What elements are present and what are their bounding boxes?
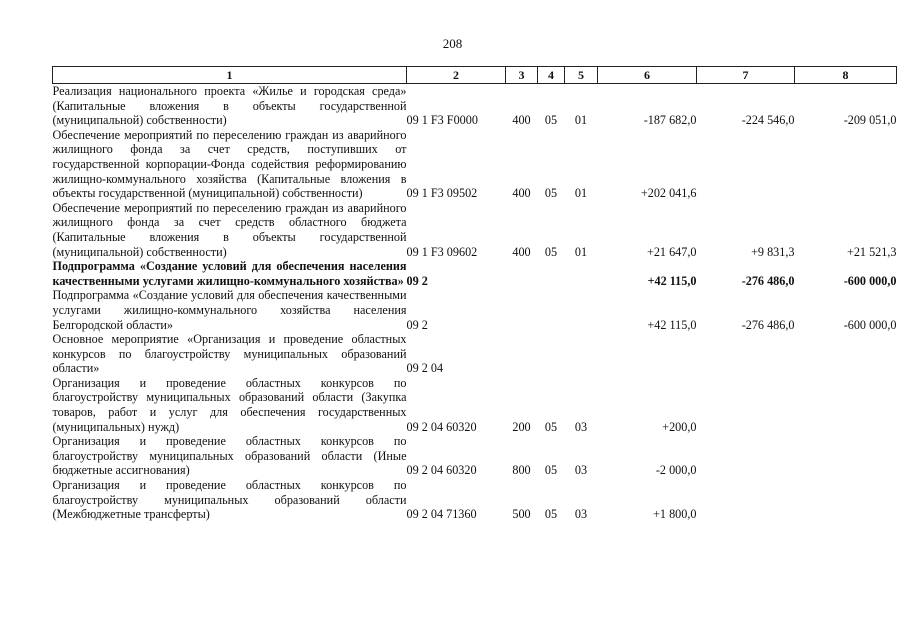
target-article-code: 09 2 bbox=[406, 273, 428, 288]
amount-year-1: +21 647,0 bbox=[646, 244, 697, 259]
header-cell: 3 bbox=[506, 67, 538, 84]
table-row bbox=[53, 332, 897, 376]
item-description: Обеспечение мероприятий по переселению граждан из аварийного жилищного фонда за счет средств областного бюджета (Капитальные вложения в объекты государственной (муниципальной) собственности) bbox=[52, 200, 407, 259]
table-row bbox=[53, 201, 897, 259]
amount-year-3 bbox=[795, 332, 897, 376]
table-row bbox=[53, 376, 897, 434]
amount-year-2: -276 486,0 bbox=[741, 273, 795, 288]
header-row bbox=[53, 67, 897, 84]
amount-year-2 bbox=[697, 332, 795, 376]
amount-year-1: +200,0 bbox=[662, 419, 697, 434]
amount-year-3 bbox=[795, 376, 897, 434]
amount-year-3: +21 521,3 bbox=[846, 244, 897, 259]
expense-type-code: 400 bbox=[512, 186, 531, 201]
subsection-code: 03 bbox=[574, 507, 588, 522]
target-article-code: 09 2 bbox=[406, 317, 428, 332]
amount-year-3 bbox=[795, 128, 897, 201]
item-description: Основное мероприятие «Организация и проведение областных конкурсов по благоустройству муниципальных образований области» bbox=[52, 332, 407, 376]
table-row bbox=[53, 259, 897, 288]
subsection-code: 01 bbox=[574, 244, 588, 259]
target-article-code: 09 1 F3 F0000 bbox=[406, 113, 478, 128]
subsection-code bbox=[565, 332, 598, 376]
amount-year-3: -600 000,0 bbox=[843, 273, 897, 288]
item-description: Организация и проведение областных конкурсов по благоустройству муниципальных образований области (Иные бюджетные ассигнования) bbox=[52, 434, 407, 478]
amount-year-1: +1 800,0 bbox=[653, 507, 697, 522]
amount-year-2 bbox=[697, 478, 795, 522]
section-code: 05 bbox=[544, 507, 558, 522]
expense-type-code: 200 bbox=[512, 419, 531, 434]
section-code: 05 bbox=[544, 244, 558, 259]
section-code: 05 bbox=[544, 463, 558, 478]
item-description: Реализация национального проекта «Жилье и городская среда» (Капитальные вложения в объекты государственной (муниципальной) собственности) bbox=[52, 84, 407, 128]
subsection-code bbox=[565, 259, 598, 288]
section-code: 05 bbox=[544, 419, 558, 434]
amount-year-2: -276 486,0 bbox=[741, 317, 795, 332]
target-article-code: 09 2 04 60320 bbox=[406, 463, 477, 478]
amount-year-2 bbox=[697, 434, 795, 478]
table-row bbox=[53, 84, 897, 128]
section-code: 05 bbox=[544, 186, 558, 201]
item-description: Организация и проведение областных конкурсов по благоустройству муниципальных образований области (Межбюджетные трансферты) bbox=[52, 478, 407, 522]
section-code bbox=[538, 259, 565, 288]
header-cell: 8 bbox=[795, 67, 897, 84]
subsection-code: 03 bbox=[574, 419, 588, 434]
target-article-code: 09 1 F3 09602 bbox=[406, 244, 478, 259]
header-cell: 6 bbox=[598, 67, 697, 84]
header-cell: 4 bbox=[538, 67, 565, 84]
header-cell: 2 bbox=[407, 67, 506, 84]
amount-year-1 bbox=[598, 332, 697, 376]
section-code bbox=[538, 288, 565, 332]
section-code bbox=[538, 332, 565, 376]
item-description: Обеспечение мероприятий по переселению граждан из аварийного жилищного фонда за счет средств, поступивших от государственной корпорации-Фонда содействия реформированию жилищно-коммунального хозяйства (Капитальные вложения в объекты государственной (муниципальной) собственности) bbox=[52, 127, 407, 201]
header-cell: 1 bbox=[53, 67, 407, 84]
target-article-code: 09 2 04 60320 bbox=[406, 419, 477, 434]
amount-year-2: +9 831,3 bbox=[751, 244, 795, 259]
item-description: Организация и проведение областных конкурсов по благоустройству муниципальных образований области (Закупка товаров, работ и услуг для обеспечения государственных (муниципальных) нужд) bbox=[52, 375, 407, 434]
amount-year-1: +42 115,0 bbox=[647, 317, 697, 332]
amount-year-3 bbox=[795, 434, 897, 478]
expense-type-code: 800 bbox=[512, 463, 531, 478]
table-row bbox=[53, 128, 897, 201]
expense-type-code bbox=[506, 288, 538, 332]
amount-year-3 bbox=[795, 478, 897, 522]
amount-year-2 bbox=[697, 376, 795, 434]
amount-year-3: -209 051,0 bbox=[843, 113, 897, 128]
target-article-code: 09 2 04 71360 bbox=[406, 507, 477, 522]
item-description: Подпрограмма «Создание условий для обеспечения качественными услугами жилищно-коммунального хозяйства населения Белгородской области» bbox=[52, 288, 407, 332]
expense-type-code: 400 bbox=[512, 113, 531, 128]
subsection-code bbox=[565, 288, 598, 332]
target-article-code: 09 2 04 bbox=[406, 361, 444, 376]
amount-year-3: -600 000,0 bbox=[843, 317, 897, 332]
expense-type-code: 500 bbox=[512, 507, 531, 522]
target-article-code: 09 1 F3 09502 bbox=[406, 186, 478, 201]
expense-type-code: 400 bbox=[512, 244, 531, 259]
table-body bbox=[53, 84, 897, 522]
amount-year-2: -224 546,0 bbox=[741, 113, 795, 128]
amount-year-1: +42 115,0 bbox=[647, 273, 697, 288]
table-row bbox=[53, 434, 897, 478]
header-cell: 7 bbox=[697, 67, 795, 84]
subsection-code: 03 bbox=[574, 463, 588, 478]
header-cell: 5 bbox=[565, 67, 598, 84]
page-number: 208 bbox=[442, 36, 463, 51]
table-row bbox=[53, 288, 897, 332]
expense-type-code bbox=[506, 259, 538, 288]
amount-year-1: -187 682,0 bbox=[643, 113, 697, 128]
expense-type-code bbox=[506, 332, 538, 376]
budget-table bbox=[52, 66, 897, 522]
section-code: 05 bbox=[544, 113, 558, 128]
subsection-code: 01 bbox=[574, 113, 588, 128]
amount-year-1: -2 000,0 bbox=[655, 463, 697, 478]
item-description: Подпрограмма «Создание условий для обеспечения населения качественными услугами жилищно-коммунального хозяйства» bbox=[52, 259, 407, 288]
amount-year-1: +202 041,6 bbox=[640, 186, 697, 201]
subsection-code: 01 bbox=[574, 186, 588, 201]
amount-year-2 bbox=[697, 128, 795, 201]
table-row bbox=[53, 478, 897, 522]
